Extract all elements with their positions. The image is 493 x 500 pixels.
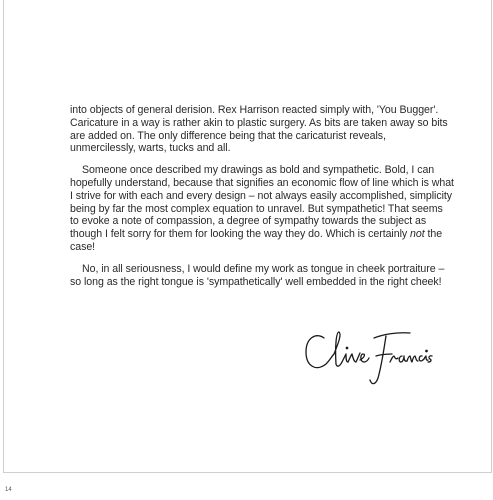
paragraph-2-text-b: the case! [70, 228, 443, 253]
paragraph-3: No, in all seriousness, I would define my work as tongue in cheek portraiture – so long as the right tongue is 'sympathetically' well embedded in the right cheek! [70, 262, 445, 288]
body-text [70, 104, 454, 297]
paragraph-2-emphasis: not [410, 228, 425, 241]
page-number: 14 [5, 487, 12, 493]
paragraph-1: into objects of general derision. Rex Harrison reacted simply with, 'You Bugger'. Caricature in a way is rather akin to plastic surgery. As bits are taken away so bits are added on. The only difference being that the caricaturist reveals, unmercilessly, warts, tucks and all. [70, 104, 448, 155]
paragraph-2-text-a: Someone once described my drawings as bold and sympathetic. Bold, I can hopefully understand, because that signifies an economic flow of line which is what I strive for with each and every design – not always easily accomplished, simplicity being by far the most complex equation to unravel. But sympathetic! That seems to evoke a note of compassion, a degree of sympathy towards the subject as though I felt sorry for them for looking the way they do. Which is certainly [70, 164, 454, 241]
signature-clive-francis [302, 320, 434, 388]
paragraph-2 [70, 164, 454, 254]
